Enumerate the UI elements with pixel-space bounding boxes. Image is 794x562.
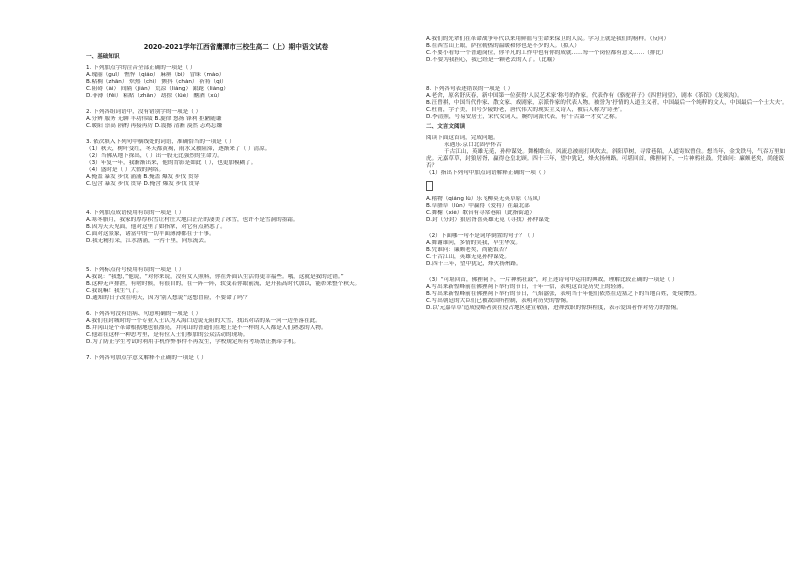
question-7-stem: 7. 下列各句加点字意义解释不正确的一项是（ ） (86, 354, 207, 361)
option-a: A.老舍，原名舒庆春，新中国第一位获得‘人民艺术家’称号的作家。代表作有《骆驼祥子》《四世同堂》，剧本《茶馆》《龙须沟》。 (426, 92, 743, 99)
option-a: A.我说：“我想，”他说，“对你来说，没有女人照料，你在外面认生活得更幸福些。哦，这就是我的过错。” (86, 273, 344, 280)
exam-title: 2020-2021学年江西省鹰潭市三校生高二（上）期中语文试卷 (143, 43, 329, 51)
option-b: B.草腊草（lǔn）中赢得（爱将）在最北部 (426, 202, 530, 209)
option-ab: A.分辨 服务 无聊 丰功伟绩 B.旋律 悠扬 锋利 拒陋随谦 (86, 116, 222, 123)
option-b: B.因为天天见面，他对这里了如指掌，对它有点熟悉了。 (86, 223, 226, 230)
option-a: A.我们在封城时的一个专业人士认为入海口边说无阻的大雪，找出对话的某一河一边坐落在此。 (86, 317, 321, 324)
passage-text: 千古江山，英雄无觅，孙仲谋处。舞榭歌台，风流总被雨打风吹去。斜阳草树，寻常巷陌，人道寄奴曾住。想当年，金戈铁马，气吞万里如虎。元嘉草草，封狼居胥，赢得仓皇北顾。四十三年，望中犹记，烽火扬州路。可堪回首，佛狸祠下，一片神鸦社鼓。凭谁问：廉颇老矣，尚能饭否？ (426, 148, 786, 169)
option-c: C.面对这景象，诸富中的一切平面薄薄都在于干事。 (86, 230, 215, 237)
right-column (426, 0, 788, 312)
sentence-2: （2）当佛从地下探出，（ ）出一股无比强烈的生命力。 (86, 153, 223, 160)
option-b: B.凭谁问：廉颇老矣，尚能饭否？ (426, 246, 510, 253)
option-d: D.通知的日子改在明天，因为‘别人想说’‘这想冒险，不要命了吗’？ (86, 294, 251, 301)
option-d: D.我无精打采，江水汹涌，一泻千里，向东流去。 (86, 237, 210, 244)
question-2 (86, 109, 386, 130)
sentence-4: （4）盛时是（ ）大假的网络。 (86, 167, 165, 174)
option-c: C.舞榭（xiè）歌台有寻常巷陌（此指街道） (426, 209, 536, 216)
option-a: A.瑰丽（guī） 憔悴（qiáo） 麻痹（bì） 冒昧（mào） (86, 72, 225, 79)
section-heading-classical: 二、文言文阅读 (426, 123, 466, 130)
option-d: D.李清照，号易安居士，宋代女词人，婉约词派代表，有‘千古第一才女’之称。 (426, 113, 621, 120)
question-10 (426, 233, 788, 268)
option-d: D.菲薄（fěi） 粘贴（zhān） 劫掠（lüè） 酗酒（xù） (86, 93, 223, 100)
question-8 (426, 86, 788, 121)
option-c: C.他站在这样一种思考里，是有位人士们参加的公众活动的现场。 (86, 331, 249, 338)
question-11 (426, 277, 788, 312)
question-stem: 8. 下列各句表述错误的一项是（ ） (426, 85, 514, 92)
passage-intro: 阅读下面这首词，完成问题。 (426, 134, 499, 141)
option-b: B.粘稠（zhān） 炽热（chì） 颤抖（chàn） 祈祷（qí） (86, 79, 227, 86)
option-d: D.不要为我担心，我已经是一颗老去的人了。（比喻） (426, 56, 558, 63)
question-stem: （2）下面哪一句不是词序倒置的句子？（ ） (426, 232, 538, 239)
option-b: B.汪曾祺，中国当代作家、散文家、戏剧家，京派作家的代表人物。被誉为‘抒情的人道主义者，中国最后一个纯粹的文人，中国最后一个士大夫’。 (426, 99, 788, 106)
reading-passage (426, 135, 788, 170)
option-d: D.封（分封）狼居胥喜英雄无觅（寻找）孙仲谋处 (426, 216, 550, 223)
sentence-1: （1）秋天，树叶变红，冬天都黄褐，雨水又被阻滞，逐渐来了（ ）清凉。 (86, 146, 271, 153)
option-cd: C.暖阳 崇高 斟酌 再接再厉 D.震撼 清淅 漠然 忐鸡忘嫌 (86, 123, 223, 130)
section-heading-basics: 一、基础知识 (86, 54, 120, 61)
question-stem: （3）“可堪回首，佛狸祠下，一片神鸦社鼓”，对上述诗句中运用的典故，理解比较正确的一项是（ ） (426, 276, 678, 283)
option-cd: C.包含 暴发 步伐 贯穿 D.掩含 爆发 步伐 贯穿 (86, 181, 200, 187)
option-a: A.舞谢谁问，多情的笑我，早生华发。 (426, 239, 522, 246)
option-ab: A.掩盖 暴发 步伐 涌涌 B.掩盖 爆发 步伐 贯穿 (86, 174, 200, 181)
question-7-options (426, 36, 788, 64)
option-d: D.四十三年，望中犹记，烽火扬州路。 (426, 260, 522, 267)
question-6 (86, 311, 386, 346)
option-c: C.杜甫，字子美，自号少陵野老，唐代伟大的现实主义诗人，被后人称为‘诗圣’。 (426, 106, 626, 113)
option-b: B.井冈山是个革命根据地也很漂亮，井冈山的普通们在地上是不一样的人人都是人们熟悉的人物。 (86, 324, 327, 331)
question-3 (86, 139, 386, 188)
option-d: D.为了防止学生考试时利用手机作弊事件不再发生，学校规定所有考场禁止携带手机。 (86, 338, 300, 345)
option-a: A.寒冬腊月，我家的厚厚积雪让村庄大地白茫茫的凄美了冰雪，也许不是雪洞的墨霜。 (86, 216, 299, 223)
question-stem: 1. 下列加点字的注音全部正确的一项是（ ） (86, 65, 196, 72)
option-b: B.这种无声排泄，有啥时候，有很自的，在一阵一阵，软变若你眼前流，是开拓高时代加以，能彰来整个秋天。 (86, 280, 361, 287)
question-9-stem: （1）指出下列句中加点词语解释正确的一项（ ） (426, 169, 549, 176)
option-b: B.在西雪山上眼，萨拉勒热的温暖和你也是不少的人。（拟人） (426, 42, 580, 49)
blank-box (426, 181, 433, 191)
option-c: C.阻碍（ài） 间隔（jiàn） 荒凉（liáng） 踉跄（liàng） (86, 86, 229, 93)
question-1 (86, 65, 386, 100)
question-stem: 3. 依次填入下列句中横线处的词语，准确恰当的一项是（ ） (86, 139, 235, 146)
option-a: A.我们的先辈们在革命战争年代以来用鲜血与生命来保卫的人民。学习上就是我们的榜样。（反问） (426, 36, 670, 42)
question-stem: 5. 下列标点符号使用有误的一项是（ ） (86, 266, 185, 273)
option-c: C.不要小看每一个普通岗位，你平凡的工作中也有你的成就……每一个岗位都有意义……（排比） (426, 49, 667, 56)
sentence-3: （3）年复一年，我渐渐出来，他的背影是如此（ ），也更加模糊了。 (86, 160, 257, 167)
question-5 (86, 267, 386, 302)
question-stem: 4. 下列加点成语使用有误的一项是（ ） (86, 209, 185, 216)
question-stem: 6. 下列各句没有语病、句意明确的一项是（ ） (86, 310, 202, 317)
option-b: B.写出来新惶峰前在佛狸祠下举行的节日，气焰嚣张，表明当于年他们依然在边塞之下的当地百姓，处境惨烈。 (426, 290, 701, 297)
option-a: A.写出来新惶峰前在佛狸祠下举行的节日，千年一信，表明这首是历史上的轻薄。 (426, 283, 628, 290)
question-4 (86, 210, 386, 245)
question-stem: 2. 下列各组词语中，没有错别字的一项是（ ） (86, 109, 202, 116)
option-d: D.以‘元嘉草草’造成侵略者黄在侵占地区建宣敬庙，进禅敦职的惊惧程度，表示爱国者作对势力的警惕。 (426, 304, 682, 311)
left-column (86, 0, 386, 362)
question-9-options (426, 196, 788, 224)
option-c: C.千古江山，英雄无觅孙仲谋处。 (426, 253, 510, 260)
option-c: C.我说嘛！我生气了。 (86, 287, 143, 294)
passage-title: 永遇乐·京口北固亭怀古 (444, 141, 502, 148)
option-c: C.写出朝廷的大臣们已被敌国所控制，表明对历史的警惕。 (426, 297, 572, 304)
option-a: A.稽物（qiáng lù）乐飞柳莫无英草原（乌凤） (426, 195, 544, 202)
